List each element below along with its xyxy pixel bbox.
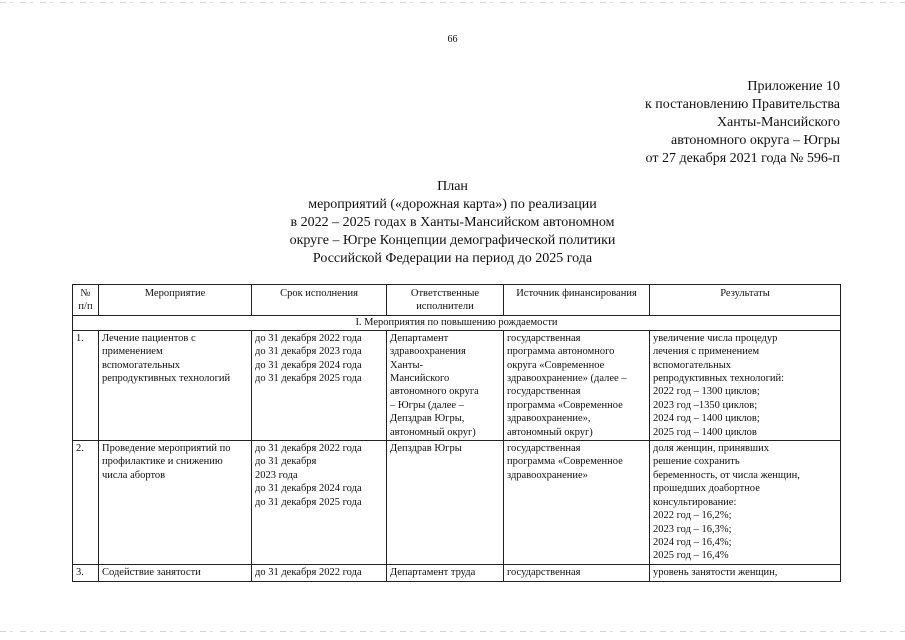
cell-num: 2. xyxy=(73,441,99,565)
cell-deadline: до 31 декабря 2022 года до 31 декабря 2023 года до 31 декабря 2024 года до 31 декабря 2025 года xyxy=(252,441,387,565)
cell-source: государственная программа «Современное здравоохранение» xyxy=(504,441,650,565)
scan-edge-top xyxy=(0,2,905,3)
appendix-line: от 27 декабря 2021 года № 596-п xyxy=(645,151,840,166)
cell-responsible: Депздрав Югры xyxy=(387,441,504,565)
cell-source: государственная xyxy=(504,564,650,581)
title-line: План xyxy=(437,179,468,194)
header-activity: Мероприятие xyxy=(99,285,252,316)
cell-results: увеличение числа процедур лечения с применением вспомогательных репродуктивных технологий: 2022 год – 1300 циклов; 2023 год –1350 циклов; 2024 год – 1400 циклов; 2025 год – 1400 циклов xyxy=(650,330,841,440)
table-header-row xyxy=(73,285,841,316)
plan-table xyxy=(72,284,841,582)
cell-activity: Проведение мероприятий по профилактике и снижению числа абортов xyxy=(99,441,252,565)
appendix-line: Ханты-Мансийского xyxy=(716,115,840,130)
appendix-line: Приложение 10 xyxy=(747,79,840,94)
section-row xyxy=(73,315,841,330)
cell-responsible: Департамент труда xyxy=(387,564,504,581)
cell-activity: Содействие занятости xyxy=(99,564,252,581)
cell-num: 1. xyxy=(73,330,99,440)
table-row xyxy=(73,330,841,440)
cell-results: доля женщин, принявших решение сохранить беременность, от числа женщин, прошедших доабортное консультирование: 2022 год – 16,2%; 2023 год – 16,3%; 2024 год – 16,4%; 2025 год – 16,4% xyxy=(650,441,841,565)
title-line: округе – Югре Концепции демографической политики xyxy=(289,233,616,248)
header-source: Источник финансирования xyxy=(504,285,650,316)
header-results: Результаты xyxy=(650,285,841,316)
cell-deadline: до 31 декабря 2022 года до 31 декабря 2023 года до 31 декабря 2024 года до 31 декабря 2025 года xyxy=(252,330,387,440)
title-line: в 2022 – 2025 годах в Ханты-Мансийском автономном xyxy=(290,215,615,230)
header-deadline: Срок исполнения xyxy=(252,285,387,316)
section-title: I. Мероприятия по повышению рождаемости xyxy=(73,315,841,330)
title-line: Российской Федерации на период до 2025 года xyxy=(312,251,593,266)
table-row xyxy=(73,441,841,565)
cell-results: уровень занятости женщин, xyxy=(650,564,841,581)
cell-responsible: Департамент здравоохранения Ханты- Мансийского автономного округа – Югры (далее – Депздрав Югры, автономный округ) xyxy=(387,330,504,440)
appendix-line: автономного округа – Югры xyxy=(671,133,840,148)
page-number: 66 xyxy=(447,34,458,45)
header-num: № п/п xyxy=(73,285,99,316)
cell-activity: Лечение пациентов с применением вспомогательных репродуктивных технологий xyxy=(99,330,252,440)
header-responsible: Ответственные исполнители xyxy=(387,285,504,316)
title-line: мероприятий («дорожная карта») по реализации xyxy=(308,197,597,212)
table-row xyxy=(73,564,841,581)
cell-num: 3. xyxy=(73,564,99,581)
plan-title xyxy=(0,178,905,268)
appendix-line: к постановлению Правительства xyxy=(644,97,840,112)
scan-edge-bottom xyxy=(0,631,905,632)
cell-source: государственная программа автономного округа «Современное здравоохранение» (далее – государственная программа «Современное здравоохранение», автономный округ) xyxy=(504,330,650,440)
cell-deadline: до 31 декабря 2022 года xyxy=(252,564,387,581)
appendix-header xyxy=(645,78,840,168)
